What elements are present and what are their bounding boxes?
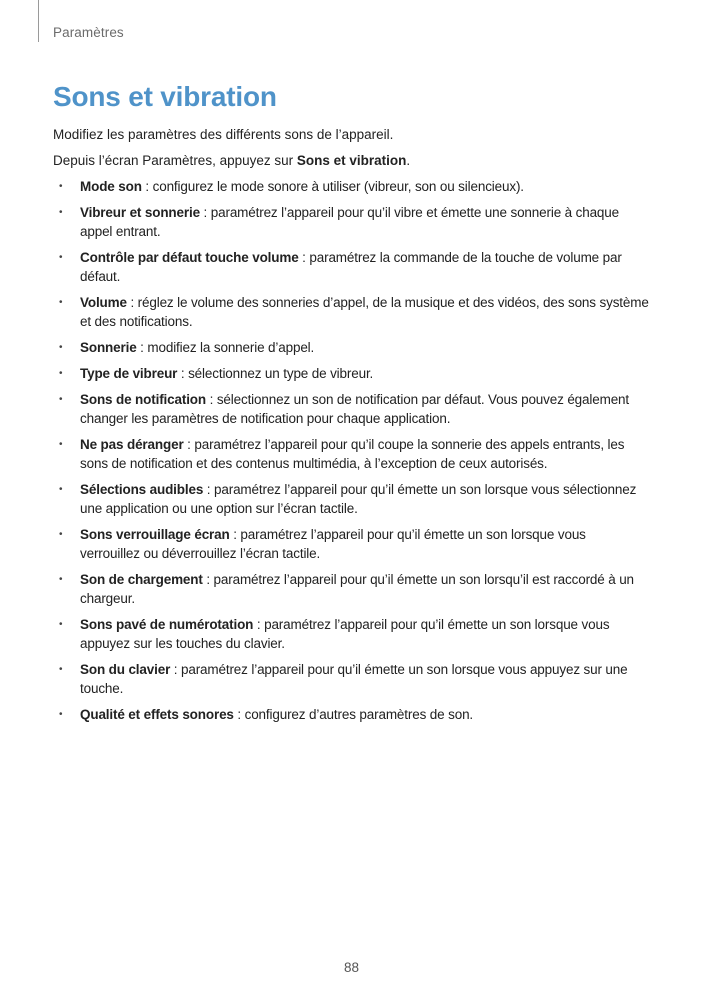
list-item [53,248,649,286]
item-description: : réglez le volume des sonneries d’appel, de la musique et des vidéos, des sons système et des notifications. [80,295,649,329]
item-description: : paramétrez l’appareil pour qu’il vibre et émette une sonnerie à chaque appel entrant. [80,205,620,239]
item-description: : paramétrez la commande de la touche de volume par défaut. [80,250,622,284]
bullet-icon: • [59,394,63,405]
list-item [53,390,649,428]
list-item [53,338,649,357]
bullet-icon: • [59,619,63,630]
bullet-icon: • [59,529,63,540]
list-item [53,570,649,608]
item-term: Sons de notification [80,392,207,407]
item-description: : paramétrez l’appareil pour qu’il coupe la sonnerie des appels entrants, les sons de notification et des contenus multimédia, à l’exception de ceux autorisés. [80,437,625,471]
item-term: Sonnerie [80,340,137,355]
list-item [53,525,649,563]
item-description: : paramétrez l’appareil pour qu’il émette un son lorsque vous sélectionnez une application ou une option sur l’écran tactile. [80,482,637,516]
item-description: : paramétrez l’appareil pour qu’il émette un son lorsque vous verrouillez ou déverrouillez l’écran tactile. [80,527,586,561]
header-divider [38,0,39,42]
list-item [53,480,649,518]
bullet-icon: • [59,709,63,720]
item-description: : paramétrez l’appareil pour qu’il émette un son lorsque vous appuyez sur les touches du clavier. [80,617,610,651]
item-term: Vibreur et sonnerie [80,205,200,220]
bullet-icon: • [59,207,63,218]
bullet-icon: • [59,439,63,450]
bullet-icon: • [59,297,63,308]
item-description: : sélectionnez un son de notification par défaut. Vous pouvez également changer les paramètres de notification pour chaque application. [80,392,630,426]
path-target: Sons et vibration [296,153,407,168]
item-term: Mode son [80,179,142,194]
bullet-icon: • [59,252,63,263]
item-term: Son du clavier [80,662,171,677]
item-term: Son de chargement [80,572,203,587]
list-item [53,615,649,653]
section-label: Paramètres [53,25,124,40]
item-description: : sélectionnez un type de vibreur. [177,366,374,381]
list-item [53,203,649,241]
item-term: Qualité et effets sonores [80,707,234,722]
list-item [53,705,649,724]
bullet-icon: • [59,574,63,585]
bullet-icon: • [59,342,63,353]
item-description: : paramétrez l’appareil pour qu’il émette un son lorsque vous appuyez sur une touche. [80,662,628,696]
item-term: Type de vibreur [80,366,178,381]
page-title: Sons et vibration [53,81,277,112]
item-description: : configurez le mode sonore à utiliser (vibreur, son ou silencieux). [141,179,524,194]
item-term: Sons verrouillage écran [80,527,230,542]
path-suffix: . [406,153,411,168]
item-term: Sons pavé de numérotation [80,617,254,632]
list-item [53,660,649,698]
settings-list [53,177,649,731]
item-description: : configurez d’autres paramètres de son. [233,707,474,722]
list-item [53,364,649,383]
bullet-icon: • [59,368,63,379]
bullet-icon: • [59,484,63,495]
list-item [53,293,649,331]
path-prefix: Depuis l’écran Paramètres, appuyez sur [53,153,297,168]
navigation-path [53,152,653,169]
page-number: 88 [343,960,360,975]
list-item [53,435,649,473]
item-term: Volume [80,295,127,310]
item-description: : modifiez la sonnerie d’appel. [136,340,315,355]
list-item [53,177,649,196]
item-term: Sélections audibles [80,482,204,497]
bullet-icon: • [59,664,63,675]
item-description: : paramétrez l’appareil pour qu’il émette un son lorsqu’il est raccordé à un chargeur. [80,572,634,606]
bullet-icon: • [59,181,63,192]
item-term: Contrôle par défaut touche volume [80,250,299,265]
intro-text: Modifiez les paramètres des différents sons de l’appareil. [53,127,394,142]
item-term: Ne pas déranger [80,437,184,452]
